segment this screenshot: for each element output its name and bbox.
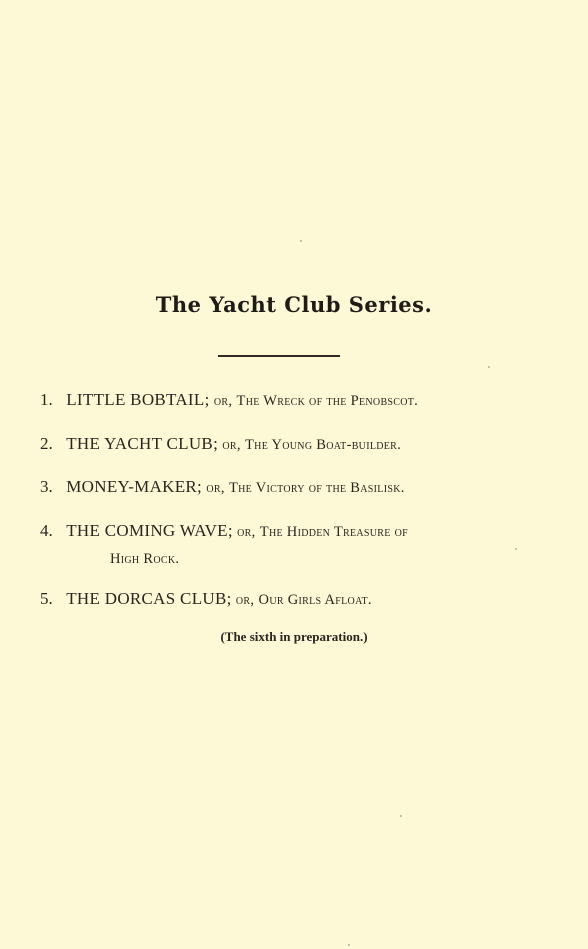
- book-number: 2.: [40, 434, 53, 453]
- series-title: The Yacht Club Series.: [155, 292, 433, 317]
- paper-speck: [300, 240, 302, 242]
- book-subtitle: The Victory of the Basilisk.: [229, 480, 405, 496]
- book-connector: or,: [222, 437, 241, 453]
- paper-speck: [488, 366, 490, 368]
- book-subtitle: Our Girls Afloat.: [258, 592, 372, 608]
- book-title: LITTLE BOBTAIL;: [66, 390, 210, 409]
- book-entry-1: [40, 389, 550, 412]
- book-entry-3: [40, 476, 550, 499]
- book-title: THE DORCAS CLUB;: [66, 589, 232, 608]
- book-subtitle: The Young Boat-builder.: [245, 437, 402, 453]
- book-subtitle: The Wreck of the Penobscot.: [236, 393, 419, 409]
- book-entry-4: [40, 520, 550, 570]
- preparation-note: (The sixth in preparation.): [220, 629, 368, 644]
- book-subtitle-continuation: High Rock.: [110, 551, 180, 567]
- book-connector: or,: [213, 393, 233, 409]
- book-number: 1.: [40, 390, 53, 409]
- book-title: MONEY-MAKER;: [66, 477, 203, 496]
- book-number: 4.: [40, 521, 53, 540]
- book-subtitle: The Hidden Treasure of: [259, 524, 408, 540]
- title-divider: [218, 355, 340, 357]
- book-connector: or,: [237, 524, 256, 540]
- book-connector: or,: [206, 480, 225, 496]
- book-number: 5.: [40, 589, 53, 608]
- book-entry-5: [40, 588, 550, 611]
- paper-speck: [400, 815, 402, 817]
- book-connector: or,: [235, 592, 255, 608]
- paper-speck: [348, 944, 350, 946]
- book-number: 3.: [40, 477, 53, 496]
- paper-speck: [515, 548, 517, 550]
- book-title: THE COMING WAVE;: [66, 521, 233, 540]
- book-entry-2: [40, 433, 550, 456]
- book-title: THE YACHT CLUB;: [66, 434, 219, 453]
